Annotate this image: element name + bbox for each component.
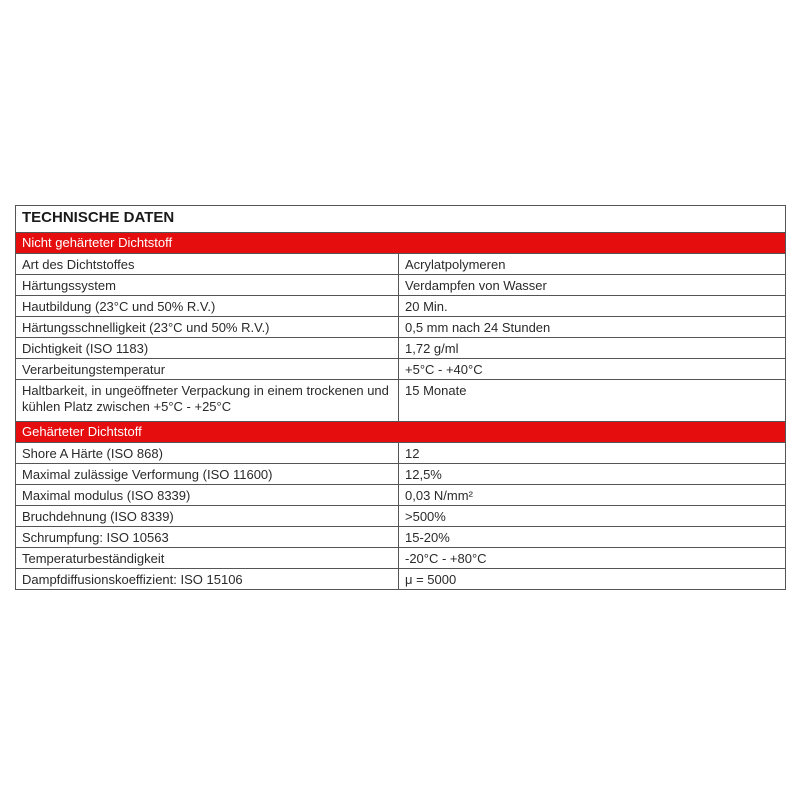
table-row: [16, 296, 786, 317]
row-label: Schrumpfung: ISO 10563: [16, 527, 399, 548]
row-value: 20 Min.: [399, 296, 786, 317]
row-value: Verdampfen von Wasser: [399, 275, 786, 296]
row-value: Acrylatpolymeren: [399, 254, 786, 275]
row-value: 0,03 N/mm²: [399, 485, 786, 506]
table-row: [16, 338, 786, 359]
table-row: [16, 548, 786, 569]
technical-data-table: [15, 205, 786, 590]
row-value: 1,72 g/ml: [399, 338, 786, 359]
row-label: Maximal modulus (ISO 8339): [16, 485, 399, 506]
table-row: [16, 485, 786, 506]
table-row: [16, 527, 786, 548]
row-label: Maximal zulässige Verformung (ISO 11600): [16, 464, 399, 485]
row-label: Dichtigkeit (ISO 1183): [16, 338, 399, 359]
row-value: 12: [399, 443, 786, 464]
table-row: [16, 506, 786, 527]
table-row: [16, 380, 786, 422]
row-value: >500%: [399, 506, 786, 527]
section-heading: Nicht gehärteter Dichtstoff: [16, 233, 786, 254]
row-label: Verarbeitungstemperatur: [16, 359, 399, 380]
row-label: Temperaturbeständigkeit: [16, 548, 399, 569]
section-heading: Gehärteter Dichtstoff: [16, 422, 786, 443]
row-label: Bruchdehnung (ISO 8339): [16, 506, 399, 527]
section-header-cured: [16, 422, 786, 443]
table-row: [16, 569, 786, 590]
row-value: 0,5 mm nach 24 Stunden: [399, 317, 786, 338]
table-title-row: [16, 206, 786, 233]
row-label: Dampfdiffusionskoeffizient: ISO 15106: [16, 569, 399, 590]
table-row: [16, 464, 786, 485]
section-header-uncured: [16, 233, 786, 254]
row-label: Hautbildung (23°C und 50% R.V.): [16, 296, 399, 317]
row-value: +5°C - +40°C: [399, 359, 786, 380]
table-row: [16, 443, 786, 464]
row-label: Haltbarkeit, in ungeöffneter Verpackung in einem trockenen und kühlen Platz zwischen +5°C - +25°C: [16, 380, 399, 422]
table-row: [16, 254, 786, 275]
table-row: [16, 359, 786, 380]
row-label: Härtungssystem: [16, 275, 399, 296]
table-row: [16, 317, 786, 338]
row-value: μ = 5000: [399, 569, 786, 590]
table-row: [16, 275, 786, 296]
row-label: Härtungsschnelligkeit (23°C und 50% R.V.): [16, 317, 399, 338]
row-value: -20°C - +80°C: [399, 548, 786, 569]
row-value: 15-20%: [399, 527, 786, 548]
row-label: Art des Dichtstoffes: [16, 254, 399, 275]
row-label: Shore A Härte (ISO 868): [16, 443, 399, 464]
row-value: 15 Monate: [399, 380, 786, 422]
table-title: TECHNISCHE DATEN: [16, 206, 786, 233]
row-value: 12,5%: [399, 464, 786, 485]
